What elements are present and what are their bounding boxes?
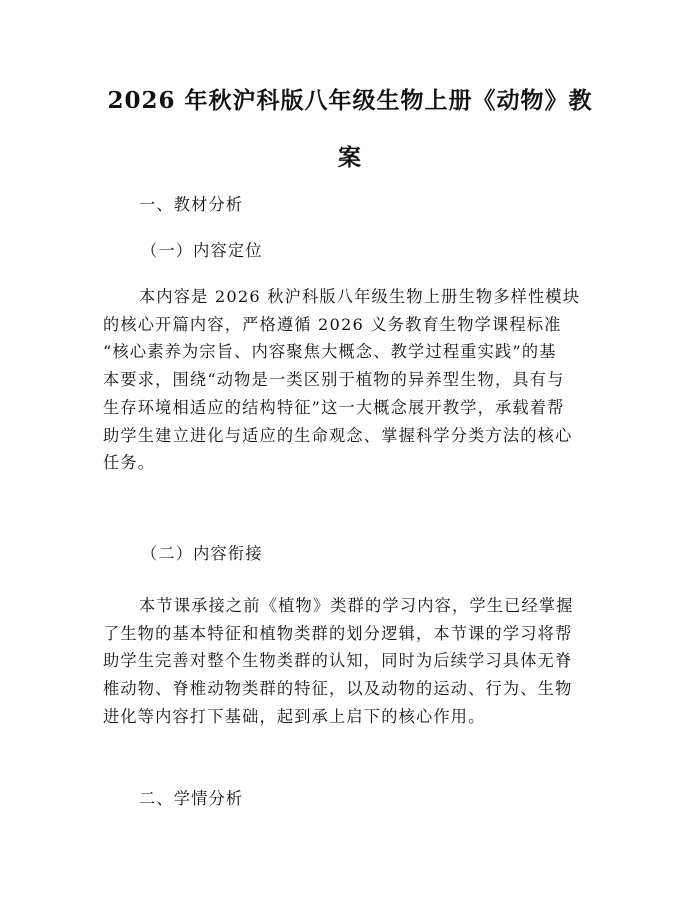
paragraph-line: 任务。 bbox=[103, 453, 156, 473]
paragraph-content-positioning bbox=[103, 283, 597, 477]
paragraph-line: 本节课承接之前《植物》类群的学习内容，学生已经掌握 bbox=[139, 596, 574, 615]
paragraph-line: 了生物的基本特征和植物类群的划分逻辑，本节课的学习将帮 bbox=[103, 623, 573, 643]
paragraph-line: “核心素养为宗旨、内容聚焦大概念、教学过程重实践”的基 bbox=[103, 342, 557, 362]
title-line-1: 2026 年秋沪科版八年级生物上册《动物》教 bbox=[107, 87, 593, 114]
section-heading-learning-situation-analysis: 二、学情分析 bbox=[139, 789, 244, 808]
subsection-heading-content-positioning: （一）内容定位 bbox=[141, 241, 263, 260]
paragraph-line: 的核心开篇内容，严格遵循 2026 义务教育生物学课程标准 bbox=[103, 314, 562, 334]
paragraph-line: 生存环境相适应的结构特征”这一大概念展开教学，承载着帮 bbox=[103, 397, 565, 417]
paragraph-line: 本要求，围绕“动物是一类区别于植物的异养型生物，具有与 bbox=[103, 370, 565, 390]
paragraph-line: 助学生建立进化与适应的生命观念、掌握科学分类方法的核心 bbox=[103, 425, 573, 445]
document-title bbox=[100, 72, 600, 186]
title-line-2: 案 bbox=[338, 144, 362, 171]
paragraph-content-connection bbox=[103, 592, 597, 731]
paragraph-line: 助学生完善对整个生物类群的认知，同时为后续学习具体无脊 bbox=[103, 651, 573, 671]
paragraph-line: 本内容是 2026 秋沪科版八年级生物上册生物多样性模块 bbox=[139, 287, 581, 306]
subsection-heading-content-connection: （二）内容衔接 bbox=[141, 544, 263, 563]
paragraph-line: 椎动物、脊椎动物类群的特征，以及动物的运动、行为、生物 bbox=[103, 679, 573, 699]
paragraph-line: 进化等内容打下基础，起到承上启下的核心作用。 bbox=[103, 706, 486, 726]
section-heading-teaching-material-analysis: 一、教材分析 bbox=[139, 195, 244, 214]
